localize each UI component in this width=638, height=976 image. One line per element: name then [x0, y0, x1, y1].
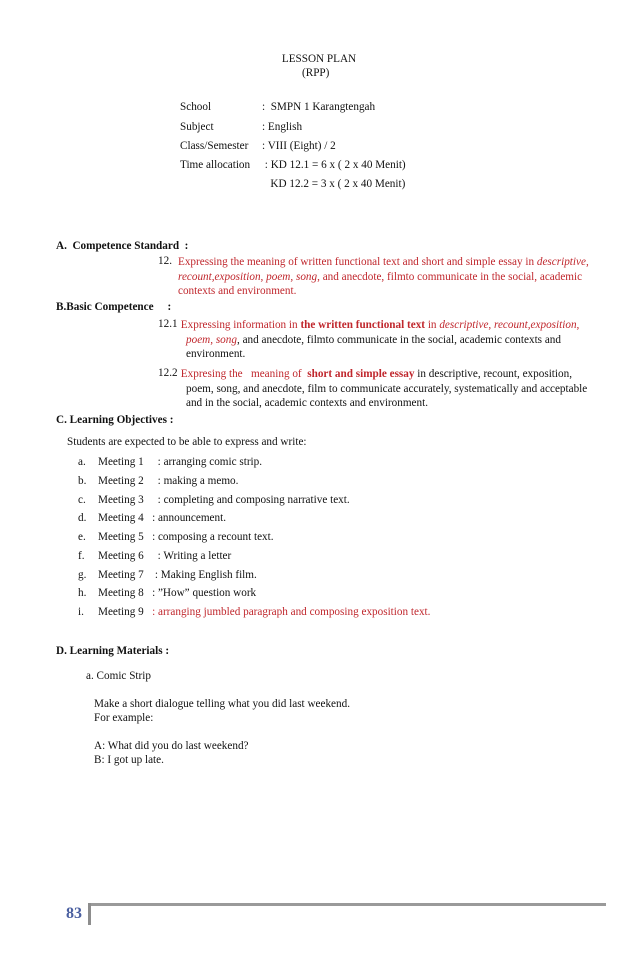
- kd2-part-c: poem, song, and anecdote, film to communicate accurately, systematically and acceptable: [186, 382, 588, 395]
- list-text: Meeting 5 : composing a recount text.: [98, 531, 274, 543]
- list-text: Meeting 4 : announcement.: [98, 512, 227, 524]
- kd1-number: 12.1: [158, 318, 178, 330]
- kd2-part-d: and in the social, academic contexts and environment.: [186, 397, 429, 410]
- section-a-line1: Expressing the meaning of written functional text and short and simple essay in: [178, 256, 537, 268]
- list-text: Meeting 1 : arranging comic strip.: [98, 456, 263, 468]
- section-a-line3: contexts and environment.: [178, 285, 297, 298]
- time-label: Time allocation: [180, 159, 251, 171]
- list-text: Meeting 8 : ”How” question work: [98, 587, 257, 599]
- list-text: Meeting 7 : Making English film.: [98, 569, 257, 581]
- list-letter: e.: [78, 531, 86, 543]
- section-c-heading: C. Learning Objectives :: [56, 414, 174, 426]
- list-letter: f.: [78, 550, 85, 562]
- material-sub: a. Comic Strip: [86, 670, 151, 682]
- list-text-red: : arranging jumbled paragraph and composing exposition text.: [152, 606, 431, 618]
- subject-value: : English: [262, 121, 303, 133]
- subject-label: Subject: [180, 121, 214, 133]
- objectives-intro: Students are expected to be able to express and write:: [67, 436, 307, 448]
- list-letter: g.: [78, 569, 87, 581]
- list-letter: b.: [78, 475, 87, 487]
- list-letter: c.: [78, 494, 86, 506]
- school-value: : SMPN 1 Karangtengah: [262, 101, 376, 113]
- list-text: Meeting 6 : Writing a letter: [98, 550, 232, 562]
- footer-rule: [90, 903, 606, 906]
- material-line2: For example:: [94, 712, 154, 724]
- section-d-heading: D. Learning Materials :: [56, 645, 170, 657]
- list-text: Meeting 2 : making a memo.: [98, 475, 239, 487]
- kd1-part-b: in: [425, 319, 440, 331]
- material-line4: B: I got up late.: [94, 754, 164, 766]
- list-letter: i.: [78, 606, 84, 618]
- kd1-ital: descriptive, recount,exposition,: [439, 319, 580, 331]
- page-title: LESSON PLAN: [281, 53, 357, 65]
- kd2-number: 12.2: [158, 367, 178, 379]
- time-value: : KD 12.1 = 6 x ( 2 x 40 Menit): [262, 159, 406, 171]
- kd1-text: [178, 318, 618, 362]
- kd1-part-c: , and anecdote, filmto communicate in the social, academic contexts and: [236, 333, 561, 346]
- section-a-number: 12.: [158, 255, 172, 267]
- section-a-text: [178, 255, 608, 299]
- page-subtitle: (RPP): [302, 67, 330, 79]
- school-label: School: [180, 101, 212, 113]
- section-a-line1-ital: descriptive,: [536, 256, 589, 268]
- list-letter: h.: [78, 587, 87, 599]
- kd1-bold: the written functional text: [300, 319, 426, 331]
- class-label: Class/Semester: [180, 140, 249, 152]
- list-text: Meeting 9: [98, 606, 153, 618]
- time-value-2: KD 12.2 = 3 x ( 2 x 40 Menit): [262, 178, 406, 190]
- kd2-part-a: Expresing the meaning of: [178, 368, 308, 380]
- kd2-part-b: in descriptive, recount, exposition,: [414, 368, 573, 380]
- section-a-heading: A. Competence Standard :: [56, 240, 189, 252]
- section-a-line2: , and anecdote, filmto communicate in the social, academic: [317, 270, 583, 283]
- class-value: : VIII (Eight) / 2: [262, 140, 336, 152]
- kd1-part-d: environment.: [186, 348, 246, 361]
- list-text: Meeting 3 : completing and composing narrative text.: [98, 494, 350, 506]
- section-a-line2-ital: recount,exposition, poem, song: [178, 270, 318, 283]
- material-line3: A: What did you do last weekend?: [94, 740, 249, 752]
- list-letter: a.: [78, 456, 86, 468]
- section-b-heading: B.Basic Competence :: [56, 301, 172, 313]
- footer-divider: [88, 903, 91, 925]
- page-number: 83: [66, 905, 82, 922]
- kd1-part-a: Expressing information in: [178, 319, 301, 331]
- list-letter: d.: [78, 512, 87, 524]
- kd2-text: [178, 367, 618, 411]
- kd1-ital2: poem, song: [186, 333, 237, 346]
- kd2-bold: short and simple essay: [307, 368, 415, 380]
- material-line1: Make a short dialogue telling what you did last weekend.: [94, 698, 351, 710]
